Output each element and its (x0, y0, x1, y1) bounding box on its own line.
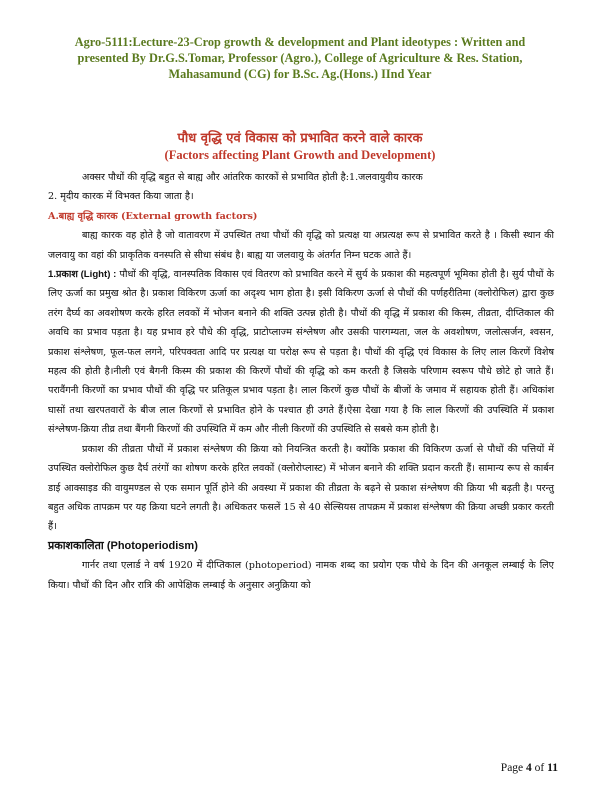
page-separator: of (534, 762, 545, 774)
intro-line-2: 2. मृदीय कारक में विभक्त किया जाता है। (48, 191, 194, 203)
page-total: 11 (547, 762, 558, 774)
section-a-label: A.बाह्य वृद्धि कारक (48, 210, 118, 222)
header-line-3: Mahasamund (CG) for B.Sc. Ag.(Hons.) IInd Year (168, 67, 432, 81)
body-text (48, 168, 554, 595)
paragraph-light-intensity: प्रकाश की तीव्रता पौधों में प्रकाश संश्लेषण की क्रिया को नियन्त्रित करती है। क्योंकि प्रकाश की विकिरण ऊर्जा से पौधों की पत्तियों में उपस्थित क्लोरोफिल कुछ दैर्घ तरंगों का शोषण करके हरित लवकों (क्लोरोप्लास्ट) में भोजन बनाने की शक्ति प्रदान करती हैं। सामान्य रूप से कार्बन डाई आक्साइड की वायुमण्डल से एक समान पूर्ति होने की अवस्था में प्रकाश की तीव्रता के बढ़ने से प्रकाश संश्लेषण की क्रिया भी बढ़ती है। परन्तु बहुत अधिक तापक्रम पर यह क्रिया घटने लगती है। अधिकतर फसलें 15 से 40 सेल्सियस तापक्रम में प्रकाश संश्लेषण की क्रिया अच्छी प्रकार करती हैं। (48, 443, 554, 533)
light-text: पौधों की वृद्धि, वानस्पतिक विकास एवं वितरण को प्रभावित करने में सुर्य के प्रकाश की महत्वपूर्ण भूमिका होती है। सुर्य पौधों के लिए ऊर्जा का प्रमुख श्रोत है। प्रकाश विकिरण ऊर्जा का अदृश्य भाग होता है। इसी विकिरण ऊर्जा से पौधों की पर्णहरीतिमा (क्लोरोफिल) द्वारा कुछ तरंग दैर्घ्य का अवशोषण करके हरित लवकों में भोजन बनाने की शक्ति उत्पन्न होती है। पौधों की वृद्धि में प्रकाश की किस्म, तीव्रता, दीप्तिकाल की अवधि का प्रभाव पड़ता है। यह प्रभाव हरे पौधे की वृद्धि, प्राटोप्लाज्म संश्लेषण और उसकी पारगम्यता, जल के अवशोषण, जलोत्सर्जन, श्वसन, प्रकाश संश्लेषण, फूल-फल लगने, परिपक्वता आदि पर प्रत्यक्ष या परोक्ष रूप से पड़ता है। पौधों की वृद्धि एवं विकास के लिए लाल किरणें विशेष महत्व की होती है।नीली एवं बैगनी किस्म की प्रकाश की किरणें पौधों की वृद्धि को कम करती है जिसके परिणाम स्वरूप पौधे छोटे हो जाते हैं। परावैंगनी किरणों का प्रभाव पौधों की वृद्धि पर प्रतिकूल प्रभाव पड़ता है। लाल किरणें कुछ पौधों के बीजों के जमाव में सहायक होती हैं। अधिकांश घासों तथा खरपतवारों के बीज लाल किरणों से प्रभावित होने के पश्चात ही उगते हैं।ऐसा देखा गया है कि लाल किरणों की उपस्थिति में प्रकाश संश्लेषण-क्रिया तीव्र तथा बैंगनी किरणों की उपस्थिति में कम और नीली किरणों की उपस्थिति से सबसे कम होती है। (48, 269, 554, 436)
page-subtitle: (Factors affecting Plant Growth and Development) (164, 148, 436, 162)
paragraph-photoperiod: गार्नर तथा एलार्ड ने वर्ष 1920 में दीप्तिकाल (photoperiod) नामक शब्द का प्रयोग एक पौधे के दिन की अनकूल लम्बाई के लिए किया। पौधों की दिन और रात्रि की आपेक्षिक लम्बाई के अनुसार अनुक्रिया को (48, 560, 554, 591)
section-a-english: (External growth factors) (120, 210, 258, 222)
photoperiodism-heading: प्रकाशकालिता (Photoperiodism) (48, 539, 198, 552)
section-a-heading (48, 207, 554, 226)
document-header (30, 34, 570, 82)
intro-line-1: अक्सर पौधों की वृद्धि बहुत से बाह्य और आंतरिक कारकों से प्रभावित होती है:1.जलवायुवीय कारक (82, 172, 423, 183)
page-title: पौध वृद्धि एवं विकास को प्रभावित करने वाले कारक (177, 131, 423, 146)
page-current: 4 (526, 762, 532, 774)
header-line-2: presented By Dr.G.S.Tomar, Professor (Agro.), College of Agriculture & Res. Station, (77, 51, 523, 65)
paragraph-light (48, 265, 554, 440)
page-prefix: Page (500, 762, 524, 774)
light-label: 1.प्रकाश (Light) : (48, 269, 117, 281)
header-line-1: Agro-5111:Lecture-23-Crop growth & development and Plant ideotypes : Written and (74, 35, 526, 49)
page-number (501, 762, 558, 774)
paragraph-external-factors: बाह्य कारक वह होते है जो वातावरण में उपस्थित तथा पौधों की वृद्धि को प्रत्यक्ष या अप्रत्यक्ष रूप से प्रभावित करते है । किसी स्थान की जलवायु का वहां की प्राकृतिक वनस्पति से सीधा संबंध है। बाह्य या जलवायु के अंतर्गत निम्न घटक आते हैं। (48, 230, 554, 261)
